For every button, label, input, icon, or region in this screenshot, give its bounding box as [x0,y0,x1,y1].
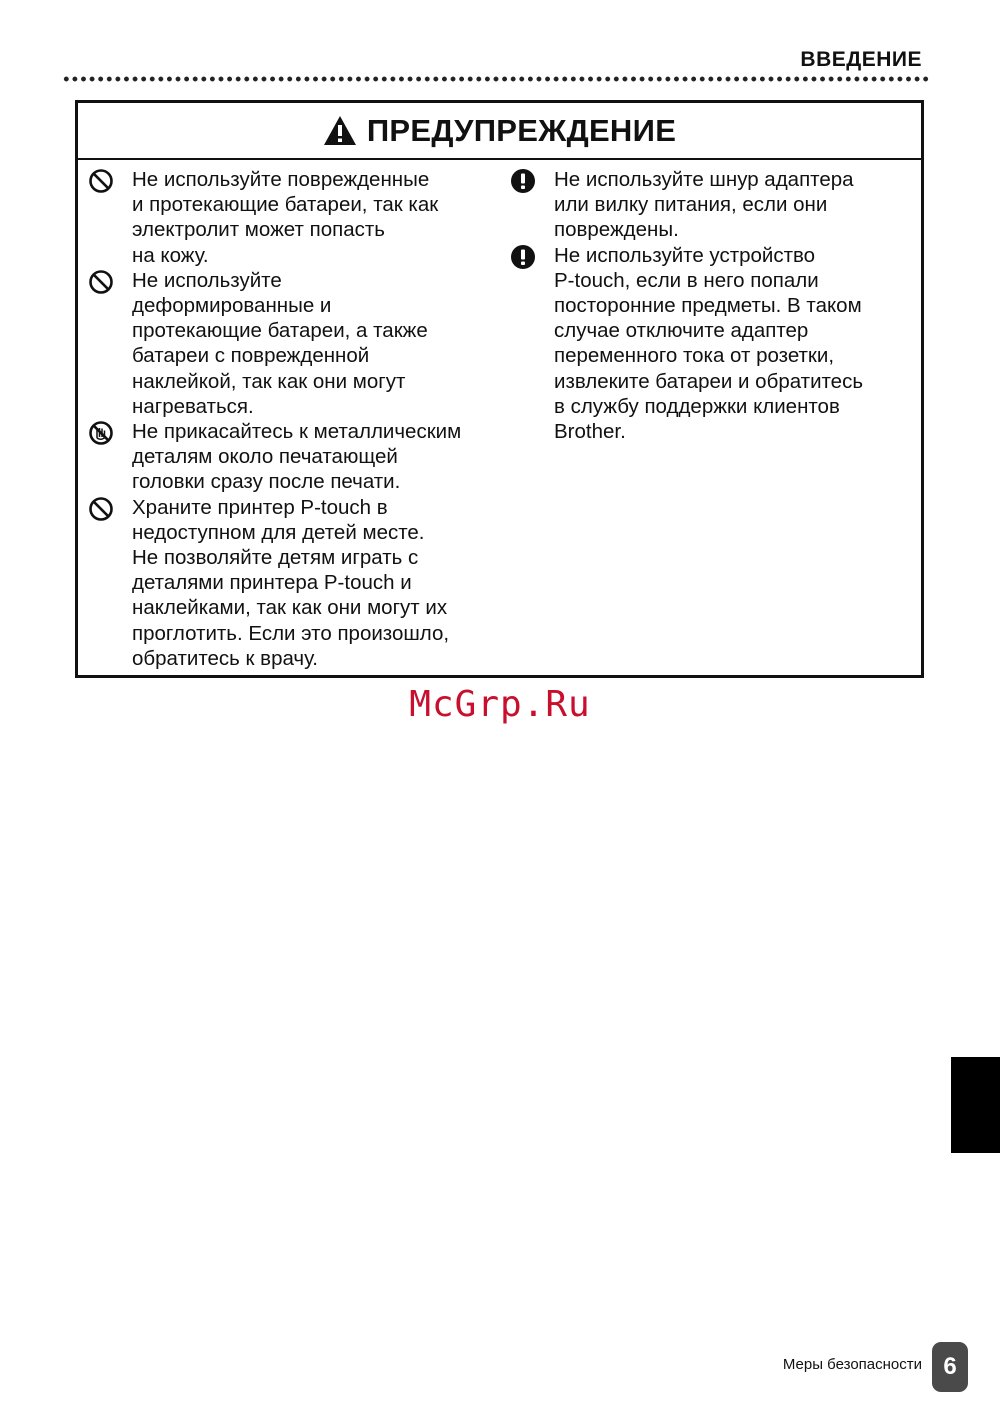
warning-item-text: Не используйте поврежденные и протекающие батареи, так как электролит может попасть на кожу. [132,168,439,267]
mandatory-exclamation-icon [510,168,536,194]
mandatory-exclamation-icon [510,244,536,270]
warning-box [75,100,924,678]
section-title: ВВЕДЕНИЕ [800,48,922,71]
do-not-touch-icon [88,420,114,446]
watermark: McGrp.Ru [409,684,591,725]
warning-item [88,167,498,268]
warning-header [78,103,921,160]
footer-label: Меры безопасности [782,1356,922,1373]
warning-right-column [510,167,920,444]
warning-triangle-icon [323,115,357,146]
warning-item [510,167,920,243]
prohibition-icon [88,168,114,194]
warning-left-column [88,167,498,671]
warning-item-text: Не используйте шнур адаптера или вилку питания, если они повреждены. [554,168,854,242]
chapter-tab [951,1057,1000,1153]
warning-item [88,268,498,419]
warning-title: ПРЕДУПРЕЖДЕНИЕ [366,112,677,148]
prohibition-icon [88,269,114,295]
warning-item [88,495,498,671]
warning-item-text: Не прикасайтесь к металлическим деталям около печатающей головки сразу после печати. [132,420,462,494]
page-number: 6 [932,1342,968,1392]
warning-item [88,419,498,495]
prohibition-icon [88,496,114,522]
dotted-divider [62,75,930,83]
warning-item-text: Храните принтер P-touch в недоступном для детей месте. Не позволяйте детям играть с деталями принтера P-touch и наклейками, так как они могут их проглотить. Если это произошло, обратитесь к врачу. [132,495,450,670]
warning-item-text: Не используйте устройство P-touch, если в него попали посторонние предметы. В таком случае отключите адаптер переменного тока от розетки, извлеките батареи и обратитесь в службу поддержки клиентов Brother. [554,243,864,444]
warning-item-text: Не используйте деформированные и протекающие батареи, а также батареи с поврежденной наклейкой, так как они могут нагреваться. [132,268,428,418]
warning-item [510,243,920,445]
